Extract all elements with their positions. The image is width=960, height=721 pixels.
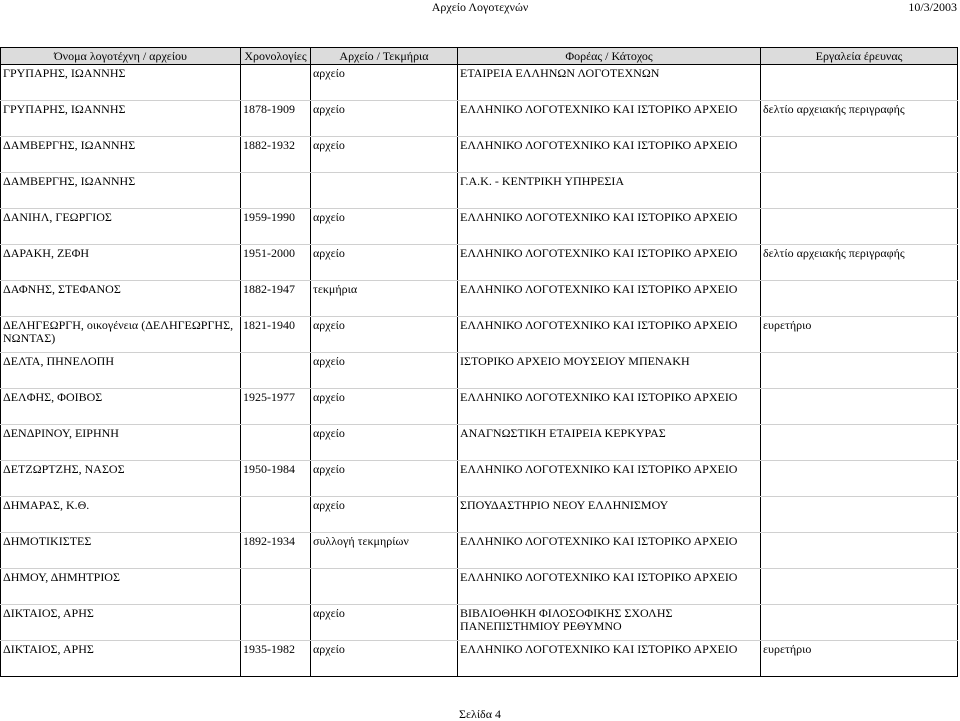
cell-holder: Γ.Α.Κ. - ΚΕΝΤΡΙΚΗ ΥΠΗΡΕΣΙΑ xyxy=(458,173,761,209)
cell-years: 1882-1947 xyxy=(241,281,311,317)
cell-tools xyxy=(761,497,958,533)
page-header xyxy=(0,0,960,16)
cell-holder: ΕΛΛΗΝΙΚΟ ΛΟΓΟΤΕΧΝΙΚΟ ΚΑΙ ΙΣΤΟΡΙΚΟ ΑΡΧΕΙΟ xyxy=(458,101,761,137)
cell-type: αρχείο xyxy=(311,461,458,497)
cell-type: τεκμήρια xyxy=(311,281,458,317)
cell-name: ΔΑΜΒΕΡΓΗΣ, ΙΩΑΝΝΗΣ xyxy=(1,173,241,209)
cell-tools xyxy=(761,173,958,209)
cell-holder: ΕΛΛΗΝΙΚΟ ΛΟΓΟΤΕΧΝΙΚΟ ΚΑΙ ΙΣΤΟΡΙΚΟ ΑΡΧΕΙΟ xyxy=(458,461,761,497)
table-row xyxy=(1,101,958,137)
table-row xyxy=(1,641,958,677)
cell-type: αρχείο xyxy=(311,641,458,677)
cell-name: ΔΕΛΦΗΣ, ΦΟΙΒΟΣ xyxy=(1,389,241,425)
document-date: 10/3/2003 xyxy=(908,0,957,14)
cell-holder: ΙΣΤΟΡΙΚΟ ΑΡΧΕΙΟ ΜΟΥΣΕΙΟΥ ΜΠΕΝΑΚΗ xyxy=(458,353,761,389)
cell-name: ΔΑΝΙΗΛ, ΓΕΩΡΓΙΟΣ xyxy=(1,209,241,245)
table-row xyxy=(1,317,958,353)
cell-years: 1935-1982 xyxy=(241,641,311,677)
cell-tools xyxy=(761,137,958,173)
cell-tools xyxy=(761,389,958,425)
table-row xyxy=(1,281,958,317)
cell-holder: ΕΛΛΗΝΙΚΟ ΛΟΓΟΤΕΧΝΙΚΟ ΚΑΙ ΙΣΤΟΡΙΚΟ ΑΡΧΕΙΟ xyxy=(458,641,761,677)
cell-type: αρχείο xyxy=(311,497,458,533)
cell-tools xyxy=(761,65,958,101)
table-row xyxy=(1,245,958,281)
cell-years: 1959-1990 xyxy=(241,209,311,245)
archive-table xyxy=(0,47,958,677)
cell-years: 1950-1984 xyxy=(241,461,311,497)
cell-type: αρχείο xyxy=(311,353,458,389)
cell-type: αρχείο xyxy=(311,101,458,137)
column-header-name: Όνομα λογοτέχνη / αρχείου xyxy=(1,48,241,65)
cell-holder: ΕΛΛΗΝΙΚΟ ΛΟΓΟΤΕΧΝΙΚΟ ΚΑΙ ΙΣΤΟΡΙΚΟ ΑΡΧΕΙΟ xyxy=(458,533,761,569)
cell-years xyxy=(241,605,311,641)
cell-tools xyxy=(761,461,958,497)
cell-tools: ευρετήριο xyxy=(761,317,958,353)
cell-name: ΔΑΡΑΚΗ, ΖΕΦΗ xyxy=(1,245,241,281)
cell-tools xyxy=(761,209,958,245)
cell-name: ΔΕΤΖΩΡΤΖΗΣ, ΝΑΣΟΣ xyxy=(1,461,241,497)
cell-holder: ΣΠΟΥΔΑΣΤΗΡΙΟ ΝΕΟΥ ΕΛΛΗΝΙΣΜΟΥ xyxy=(458,497,761,533)
cell-tools xyxy=(761,569,958,605)
cell-years xyxy=(241,173,311,209)
cell-name: ΔΕΛΗΓΕΩΡΓΗ, οικογένεια (ΔΕΛΗΓΕΩΡΓΗΣ, ΝΩΝΤΑΣ) xyxy=(1,317,241,353)
cell-tools xyxy=(761,281,958,317)
cell-years: 1925-1977 xyxy=(241,389,311,425)
cell-tools: δελτίο αρχειακής περιγραφής xyxy=(761,245,958,281)
cell-years xyxy=(241,425,311,461)
cell-name: ΔΕΛΤΑ, ΠΗΝΕΛΟΠΗ xyxy=(1,353,241,389)
table-row xyxy=(1,425,958,461)
cell-type: αρχείο xyxy=(311,605,458,641)
cell-tools xyxy=(761,425,958,461)
cell-name: ΔΙΚΤΑΙΟΣ, ΑΡΗΣ xyxy=(1,605,241,641)
cell-holder: ΑΝΑΓΝΩΣΤΙΚΗ ΕΤΑΙΡΕΙΑ ΚΕΡΚΥΡΑΣ xyxy=(458,425,761,461)
cell-name: ΔΗΜΑΡΑΣ, Κ.Θ. xyxy=(1,497,241,533)
cell-type xyxy=(311,173,458,209)
cell-type: αρχείο xyxy=(311,209,458,245)
cell-name: ΔΗΜΟΥ, ΔΗΜΗΤΡΙΟΣ xyxy=(1,569,241,605)
cell-tools: ευρετήριο xyxy=(761,641,958,677)
cell-years: 1882-1932 xyxy=(241,137,311,173)
cell-type: συλλογή τεκμηρίων xyxy=(311,533,458,569)
cell-holder: ΕΛΛΗΝΙΚΟ ΛΟΓΟΤΕΧΝΙΚΟ ΚΑΙ ΙΣΤΟΡΙΚΟ ΑΡΧΕΙΟ xyxy=(458,245,761,281)
cell-holder: ΕΤΑΙΡΕΙΑ ΕΛΛΗΝΩΝ ΛΟΓΟΤΕΧΝΩΝ xyxy=(458,65,761,101)
table-row xyxy=(1,209,958,245)
cell-name: ΔΗΜΟΤΙΚΙΣΤΕΣ xyxy=(1,533,241,569)
cell-name: ΔΑΦΝΗΣ, ΣΤΕΦΑΝΟΣ xyxy=(1,281,241,317)
cell-years: 1821-1940 xyxy=(241,317,311,353)
cell-holder: ΕΛΛΗΝΙΚΟ ΛΟΓΟΤΕΧΝΙΚΟ ΚΑΙ ΙΣΤΟΡΙΚΟ ΑΡΧΕΙΟ xyxy=(458,569,761,605)
cell-type: αρχείο xyxy=(311,317,458,353)
cell-tools xyxy=(761,533,958,569)
table-row xyxy=(1,533,958,569)
cell-years xyxy=(241,353,311,389)
cell-years: 1892-1934 xyxy=(241,533,311,569)
cell-name: ΓΡΥΠΑΡΗΣ, ΙΩΑΝΝΗΣ xyxy=(1,101,241,137)
table-row xyxy=(1,65,958,101)
document-title: Αρχείο Λογοτεχνών xyxy=(431,0,529,14)
cell-holder: ΕΛΛΗΝΙΚΟ ΛΟΓΟΤΕΧΝΙΚΟ ΚΑΙ ΙΣΤΟΡΙΚΟ ΑΡΧΕΙΟ xyxy=(458,137,761,173)
page-number: Σελίδα 4 xyxy=(458,707,501,721)
cell-holder: ΕΛΛΗΝΙΚΟ ΛΟΓΟΤΕΧΝΙΚΟ ΚΑΙ ΙΣΤΟΡΙΚΟ ΑΡΧΕΙΟ xyxy=(458,389,761,425)
table-header-row xyxy=(1,48,958,65)
cell-years xyxy=(241,569,311,605)
cell-tools: δελτίο αρχειακής περιγραφής xyxy=(761,101,958,137)
cell-holder: ΒΙΒΛΙΟΘΗΚΗ ΦΙΛΟΣΟΦΙΚΗΣ ΣΧΟΛΗΣ ΠΑΝΕΠΙΣΤΗΜΙΟΥ ΡΕΘΥΜΝΟ xyxy=(458,605,761,641)
cell-name: ΔΕΝΔΡΙΝΟΥ, ΕΙΡΗΝΗ xyxy=(1,425,241,461)
column-header-years: Χρονολογίες xyxy=(241,48,311,65)
column-header-type: Αρχείο / Τεκμήρια xyxy=(311,48,458,65)
cell-name: ΓΡΥΠΑΡΗΣ, ΙΩΑΝΝΗΣ xyxy=(1,65,241,101)
cell-years: 1951-2000 xyxy=(241,245,311,281)
cell-years xyxy=(241,497,311,533)
table-row xyxy=(1,173,958,209)
table-row xyxy=(1,461,958,497)
cell-holder: ΕΛΛΗΝΙΚΟ ΛΟΓΟΤΕΧΝΙΚΟ ΚΑΙ ΙΣΤΟΡΙΚΟ ΑΡΧΕΙΟ xyxy=(458,317,761,353)
cell-tools xyxy=(761,605,958,641)
table-row xyxy=(1,497,958,533)
table-row xyxy=(1,605,958,641)
cell-years xyxy=(241,65,311,101)
cell-type: αρχείο xyxy=(311,245,458,281)
column-header-tools: Εργαλεία έρευνας xyxy=(761,48,958,65)
table-row xyxy=(1,569,958,605)
cell-holder: ΕΛΛΗΝΙΚΟ ΛΟΓΟΤΕΧΝΙΚΟ ΚΑΙ ΙΣΤΟΡΙΚΟ ΑΡΧΕΙΟ xyxy=(458,209,761,245)
table-row xyxy=(1,137,958,173)
table-row xyxy=(1,389,958,425)
column-header-holder: Φορέας / Κάτοχος xyxy=(458,48,761,65)
cell-holder: ΕΛΛΗΝΙΚΟ ΛΟΓΟΤΕΧΝΙΚΟ ΚΑΙ ΙΣΤΟΡΙΚΟ ΑΡΧΕΙΟ xyxy=(458,281,761,317)
cell-type: αρχείο xyxy=(311,389,458,425)
cell-type xyxy=(311,569,458,605)
cell-type: αρχείο xyxy=(311,137,458,173)
cell-type: αρχείο xyxy=(311,65,458,101)
table-row xyxy=(1,353,958,389)
cell-name: ΔΙΚΤΑΙΟΣ, ΑΡΗΣ xyxy=(1,641,241,677)
cell-name: ΔΑΜΒΕΡΓΗΣ, ΙΩΑΝΝΗΣ xyxy=(1,137,241,173)
cell-type: αρχείο xyxy=(311,425,458,461)
cell-tools xyxy=(761,353,958,389)
cell-years: 1878-1909 xyxy=(241,101,311,137)
